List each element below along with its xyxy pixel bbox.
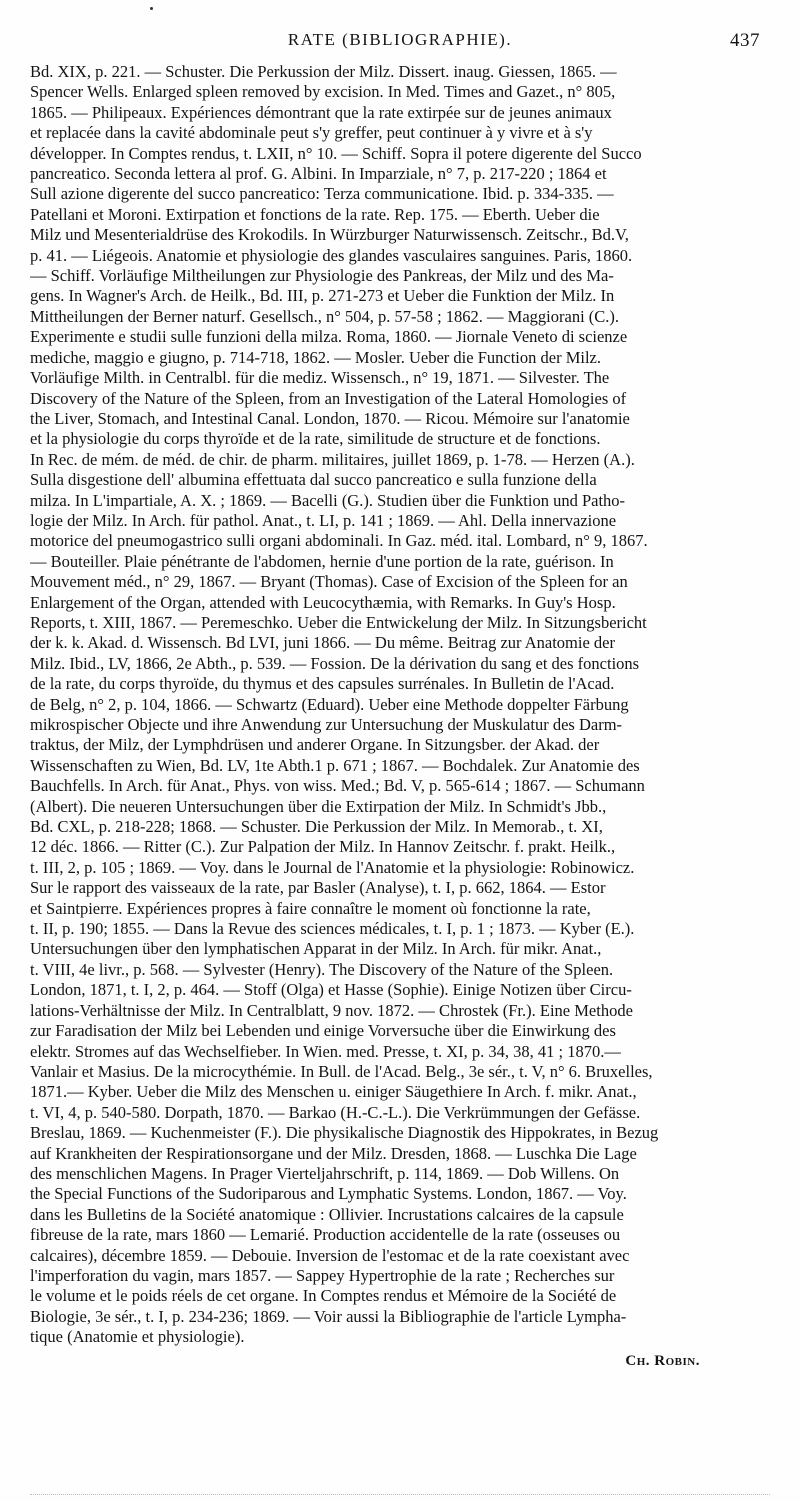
text-line: gens. In Wagner's Arch. de Heilk., Bd. III, p. 271-273 et Ueber die Funktion der Milz. In [30, 286, 615, 306]
text-line: Mouvement méd., n° 29, 1867. — Bryant (Thomas). Case of Excision of the Spleen for an [30, 572, 628, 592]
text-line: et la physiologie du corps thyroïde et de la rate, similitude de structure et de fonctions. [30, 429, 601, 449]
text-line: des menschlichen Magens. In Prager Vierteljahrschrift, p. 114, 1869. — Dob Willens. On [30, 1163, 620, 1183]
text-line: Sull azione digerente del succo pancreatico: Terza communicatione. Ibid. p. 334-335. — [30, 184, 614, 204]
text-line: 1871.— Kyber. Ueber die Milz des Menschen u. einiger Säugethiere In Arch. f. mikr. Anat., [30, 1082, 637, 1102]
text-line: t. VI, 4, p. 540-580. Dorpath, 1870. — Barkao (H.-C.-L.). Die Verkrümmungen der Gefässe. [30, 1102, 641, 1122]
text-line: Milz. Ibid., LV, 1866, 2e Abth., p. 539. — Fossion. De la dérivation du sang et des fonctions [30, 653, 640, 673]
text-line: elektr. Stromes auf das Wechselfieber. In Wien. med. Presse, t. XI, p. 34, 38, 41 ; 1870.— [30, 1041, 621, 1061]
bottom-edge-trace [30, 1494, 770, 1496]
text-line: — Schiff. Vorläufige Miltheilungen zur Physiologie des Pankreas, der Milz und des Ma- [30, 266, 614, 286]
text-line: Experimente e studii sulle funzioni della milza. Roma, 1860. — Jiornale Veneto di scienze [30, 327, 628, 347]
text-line: London, 1871, t. I, 2, p. 464. — Stoff (Olga) et Hasse (Sophie). Einige Notizen über Circu- [30, 980, 632, 1000]
text-line: Wissenschaften zu Wien, Bd. LV, 1te Abth.1 p. 671 ; 1867. — Bochdalek. Zur Anatomie des [30, 755, 640, 775]
text-line: t. III, 2, p. 105 ; 1869. — Voy. dans le Journal de l'Anatomie et la physiologie: Robinowicz. [30, 857, 635, 877]
text-line: pancreatico. Seconda lettera al prof. G. Albini. In Imparziale, n° 7, p. 217-220 ; 1864 et [30, 164, 607, 184]
running-header [0, 30, 800, 56]
text-line: t. II, p. 190; 1855. — Dans la Revue des sciences médicales, t. I, p. 1 ; 1873. — Kyber (E.). [30, 919, 635, 939]
text-line: tique (Anatomie et physiologie). [30, 1327, 245, 1347]
author-signature: Ch. Robin. [625, 1353, 700, 1369]
print-speck [150, 7, 153, 10]
text-line: Mittheilungen der Berner naturf. Gesellsch., n° 504, p. 57-58 ; 1862. — Maggiorani (C.). [30, 306, 620, 326]
text-line: mediche, maggio e giugno, p. 714-718, 1862. — Mosler. Ueber die Function der Milz. [30, 347, 601, 367]
bibliography-text [30, 62, 771, 1348]
text-line: mikrospischer Objecte und ihre Anwendung zur Untersuchung der Muskulatur des Darm- [30, 715, 623, 734]
text-line: Reports, t. XIII, 1867. — Peremeschko. Ueber die Entwickelung der Milz. In Sitzungsbericht [30, 612, 647, 632]
text-line: traktus, der Milz, der Lymphdrüsen und anderer Organe. In Sitzungsber. der Akad. der [30, 735, 600, 755]
text-line: Sulla disgestione dell' albumina effettuata dal succo pancreatico e sulla funzione della [30, 470, 597, 490]
text-line: dans les Bulletins de la Société anatomique : Ollivier. Incrustations calcaires de la capsule [30, 1204, 624, 1224]
text-line: développer. In Comptes rendus, t. LXII, n° 10. — Schiff. Sopra il potere digerente del Succo [30, 143, 642, 163]
text-line: 1865. — Philipeaux. Expériences démontrant que la rate extirpée sur de jeunes animaux [30, 102, 612, 122]
text-line: Spencer Wells. Enlarged spleen removed by excision. In Med. Times and Gazet., n° 805, [30, 82, 616, 102]
text-line: der k. k. Akad. d. Wissensch. Bd LVI, juni 1866. — Du même. Beitrag zur Anatomie der [30, 633, 615, 653]
text-line: 12 déc. 1866. — Ritter (C.). Zur Palpation der Milz. In Hannov Zeitschr. f. prakt. Heilk., [30, 837, 616, 857]
text-line: auf Krankheiten der Respirationsorgane und der Milz. Dresden, 1868. — Luschka Die Lage [30, 1143, 637, 1163]
text-line: p. 41. — Liégeois. Anatomie et physiologie des glandes vasculaires sanguines. Paris, 1860. [30, 245, 633, 265]
text-line: Milz und Mesenterialdrüse des Krokodils. In Würzburger Naturwissensch. Zeitschr., Bd.V, [30, 225, 629, 245]
text-line: Patellani et Moroni. Extirpation et fonctions de la rate. Rep. 175. — Eberth. Ueber die [30, 204, 600, 224]
running-title: RATE (BIBLIOGRAPHIE). [287, 30, 513, 49]
text-line: motorice del pneumogastrico sulli organi abdominali. In Gaz. méd. ital. Lombard, n° 9, 1867. [30, 531, 648, 551]
text-line: fibreuse de la rate, mars 1860 — Lemarié. Production accidentelle de la rate (osseuses ou [30, 1225, 621, 1245]
text-line: le volume et le poids réels de cet organe. In Comptes rendus et Mémoire de la Société de [30, 1286, 617, 1306]
text-line: lations-Verhältnisse der Milz. In Centralblatt, 9 nov. 1872. — Chrostek (Fr.). Eine Methode [30, 1000, 633, 1020]
text-line: Bauchfells. In Arch. für Anat., Phys. von wiss. Med.; Bd. V, p. 565-614 ; 1867. — Schumann [30, 776, 645, 796]
text-line: calcaires), décembre 1859. — Debouie. Inversion de l'estomac et de la rate coexistant avec [30, 1245, 630, 1265]
text-line: Enlargement of the Organ, attended with Leucocythæmia, with Remarks. In Guy's Hosp. [30, 592, 616, 612]
text-line: l'imperforation du vagin, mars 1857. — Sappey Hypertrophie de la rate ; Recherches sur [30, 1265, 615, 1285]
text-line: et Saintpierre. Expériences propres à faire connaître le moment où fonctionne la rate, [30, 898, 591, 918]
text-line: (Albert). Die neueren Untersuchungen über die Extirpation der Milz. In Schmidt's Jbb., [30, 796, 607, 816]
text-line: Breslau, 1869. — Kuchenmeister (F.). Die physikalische Diagnostik des Hippokrates, in Bezug [30, 1123, 659, 1143]
text-line: de la rate, du corps thyroïde, du thymus et des capsules surrénales. In Bulletin de l'Acad. [30, 674, 615, 694]
text-line: Discovery of the Nature of the Spleen, from an Investigation of the Lateral Homologies of [30, 388, 627, 408]
text-line: de Belg, n° 2, p. 104, 1866. — Schwartz (Eduard). Ueber eine Methode doppelter Färbung [30, 694, 629, 714]
text-line: logie der Milz. In Arch. für pathol. Anat., t. LI, p. 141 ; 1869. — Ahl. Della innervazione [30, 510, 617, 530]
text-line: the Liver, Stomach, and Intestinal Canal. London, 1870. — Ricou. Mémoire sur l'anatomie [30, 408, 630, 428]
text-line: Untersuchungen über den lymphatischen Apparat in der Milz. In Arch. für mikr. Anat., [30, 939, 602, 959]
text-line: Vanlair et Masius. De la microcythémie. In Bull. de l'Acad. Belg., 3e sér., t. V, n° 6. Bruxelles, [30, 1061, 653, 1081]
text-line: Sur le rapport des vaisseaux de la rate, par Basler (Analyse), t. I, p. 662, 1864. — Estor [30, 878, 606, 898]
page-number: 437 [730, 30, 760, 51]
text-line: zur Faradisation der Milz bei Lebenden und einige Vorversuche über die Einwirkung des [30, 1021, 616, 1041]
text-line: t. VIII, 4e livr., p. 568. — Sylvester (Henry). The Discovery of the Nature of the Spleen. [30, 959, 614, 979]
text-line: Bd. CXL, p. 218-228; 1868. — Schuster. Die Perkussion der Milz. In Memorab., t. XI, [30, 817, 603, 837]
text-line: Bd. XIX, p. 221. — Schuster. Die Perkussion der Milz. Dissert. inaug. Giessen, 1865. — [30, 62, 617, 81]
text-line: the Special Functions of the Sudoriparous and Lymphatic Systems. London, 1867. — Voy. [30, 1184, 627, 1204]
text-line: In Rec. de mém. de méd. de chir. de pharm. militaires, juillet 1869, p. 1-78. — Herzen (A.). [30, 449, 635, 469]
text-line: milza. In L'impartiale, A. X. ; 1869. — Bacelli (G.). Studien über die Funktion und Patho- [30, 490, 626, 510]
text-line: — Bouteiller. Plaie pénétrante de l'abdomen, hernie d'une portion de la rate, guérison. In [30, 551, 614, 571]
text-line: Biologie, 3e sér., t. I, p. 234-236; 1869. — Voir aussi la Bibliographie de l'article Lympha- [30, 1306, 627, 1326]
text-line: et replacée dans la cavité abdominale peut s'y greffer, peut continuer à y vivre et à s'y [30, 123, 593, 143]
text-line: Vorläufige Milth. in Centralbl. für die mediz. Wissensch., n° 19, 1871. — Silvester. The [30, 368, 610, 388]
